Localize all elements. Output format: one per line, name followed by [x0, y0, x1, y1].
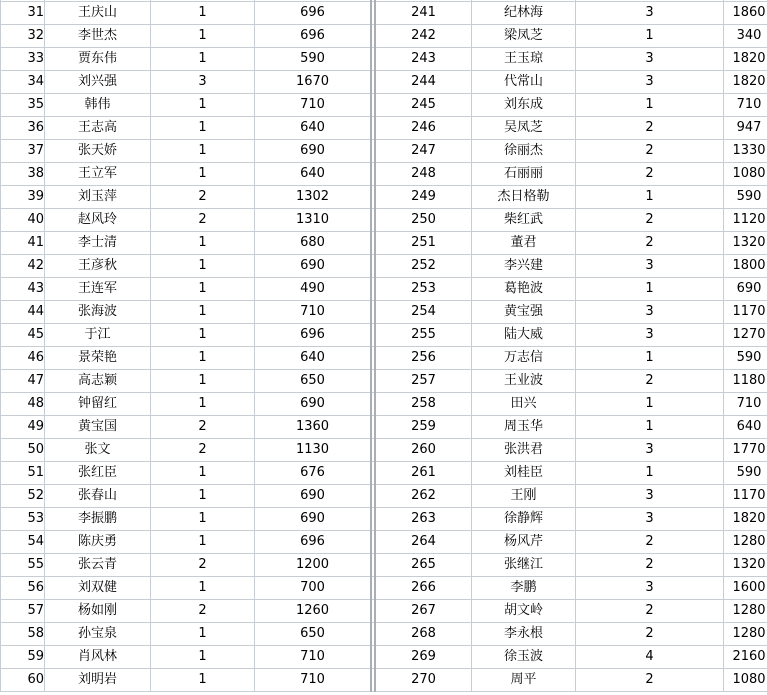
count-right[interactable]: 3 — [576, 255, 724, 278]
name-left[interactable]: 李士清 — [45, 232, 151, 255]
count-left[interactable]: 1 — [151, 301, 255, 324]
amount-left[interactable]: 640 — [255, 117, 372, 140]
count-right[interactable]: 1 — [576, 186, 724, 209]
count-right[interactable]: 2 — [576, 117, 724, 140]
amount-right[interactable]: 1330 — [724, 140, 767, 163]
amount-left[interactable]: 680 — [255, 232, 372, 255]
count-left[interactable]: 1 — [151, 25, 255, 48]
count-right[interactable]: 3 — [576, 2, 724, 25]
table-row[interactable] — [1, 25, 767, 48]
amount-right[interactable]: 590 — [724, 186, 767, 209]
row-number-right[interactable]: 254 — [375, 301, 472, 324]
amount-right[interactable]: 1180 — [724, 370, 767, 393]
table-row[interactable] — [1, 370, 767, 393]
amount-left[interactable]: 710 — [255, 646, 372, 669]
amount-left[interactable]: 490 — [255, 278, 372, 301]
name-right[interactable]: 徐静辉 — [472, 508, 576, 531]
name-right[interactable]: 石丽丽 — [472, 163, 576, 186]
amount-right[interactable]: 947 — [724, 117, 767, 140]
count-left[interactable]: 1 — [151, 347, 255, 370]
count-right[interactable]: 2 — [576, 370, 724, 393]
row-number-right[interactable]: 249 — [375, 186, 472, 209]
count-left[interactable]: 1 — [151, 393, 255, 416]
table-row[interactable] — [1, 485, 767, 508]
table-row[interactable] — [1, 278, 767, 301]
row-number-left[interactable]: 31 — [1, 2, 45, 25]
table-row[interactable] — [1, 393, 767, 416]
name-left[interactable]: 赵风玲 — [45, 209, 151, 232]
row-number-left[interactable]: 43 — [1, 278, 45, 301]
count-left[interactable]: 1 — [151, 623, 255, 646]
row-number-right[interactable]: 259 — [375, 416, 472, 439]
count-right[interactable]: 3 — [576, 324, 724, 347]
count-left[interactable]: 1 — [151, 646, 255, 669]
row-number-right[interactable]: 268 — [375, 623, 472, 646]
amount-left[interactable]: 696 — [255, 324, 372, 347]
count-left[interactable]: 1 — [151, 577, 255, 600]
name-left[interactable]: 张春山 — [45, 485, 151, 508]
row-number-left[interactable]: 55 — [1, 554, 45, 577]
row-number-right[interactable]: 247 — [375, 140, 472, 163]
row-number-right[interactable]: 243 — [375, 48, 472, 71]
name-right[interactable]: 吴凤芝 — [472, 117, 576, 140]
name-left[interactable]: 王庆山 — [45, 2, 151, 25]
amount-left[interactable]: 690 — [255, 393, 372, 416]
name-right[interactable]: 代常山 — [472, 71, 576, 94]
row-number-left[interactable]: 46 — [1, 347, 45, 370]
row-number-left[interactable]: 34 — [1, 71, 45, 94]
count-right[interactable]: 1 — [576, 94, 724, 117]
row-number-right[interactable]: 245 — [375, 94, 472, 117]
count-right[interactable]: 1 — [576, 462, 724, 485]
name-left[interactable]: 张文 — [45, 439, 151, 462]
table-row[interactable] — [1, 48, 767, 71]
table-row[interactable] — [1, 439, 767, 462]
count-right[interactable]: 3 — [576, 577, 724, 600]
amount-right[interactable]: 1320 — [724, 232, 767, 255]
row-number-right[interactable]: 266 — [375, 577, 472, 600]
table-row[interactable] — [1, 462, 767, 485]
name-right[interactable]: 胡文岭 — [472, 600, 576, 623]
name-right[interactable]: 田兴 — [472, 393, 576, 416]
name-right[interactable]: 黄宝强 — [472, 301, 576, 324]
name-left[interactable]: 黄宝国 — [45, 416, 151, 439]
row-number-right[interactable]: 253 — [375, 278, 472, 301]
name-right[interactable]: 张洪君 — [472, 439, 576, 462]
amount-right[interactable]: 1170 — [724, 485, 767, 508]
table-body — [1, 0, 767, 692]
name-right[interactable]: 张继江 — [472, 554, 576, 577]
table-row[interactable] — [1, 163, 767, 186]
count-right[interactable]: 2 — [576, 669, 724, 692]
table-row[interactable] — [1, 531, 767, 554]
amount-left[interactable]: 690 — [255, 140, 372, 163]
row-number-left[interactable]: 32 — [1, 25, 45, 48]
count-left[interactable]: 1 — [151, 485, 255, 508]
row-number-right[interactable]: 246 — [375, 117, 472, 140]
amount-right[interactable]: 1120 — [724, 209, 767, 232]
row-number-right[interactable]: 262 — [375, 485, 472, 508]
row-number-right[interactable]: 250 — [375, 209, 472, 232]
amount-right[interactable]: 1170 — [724, 301, 767, 324]
amount-right[interactable]: 340 — [724, 25, 767, 48]
row-number-left[interactable]: 38 — [1, 163, 45, 186]
row-number-right[interactable]: 252 — [375, 255, 472, 278]
count-left[interactable]: 1 — [151, 508, 255, 531]
name-left[interactable]: 高志颖 — [45, 370, 151, 393]
table-row[interactable] — [1, 301, 767, 324]
amount-right[interactable]: 2160 — [724, 646, 767, 669]
row-number-right[interactable]: 241 — [375, 2, 472, 25]
row-number-right[interactable]: 267 — [375, 600, 472, 623]
row-number-left[interactable]: 42 — [1, 255, 45, 278]
count-left[interactable]: 1 — [151, 2, 255, 25]
count-right[interactable]: 3 — [576, 48, 724, 71]
table-row[interactable] — [1, 232, 767, 255]
row-number-right[interactable]: 251 — [375, 232, 472, 255]
amount-right[interactable]: 1320 — [724, 554, 767, 577]
count-right[interactable]: 2 — [576, 531, 724, 554]
count-right[interactable]: 2 — [576, 600, 724, 623]
amount-right[interactable]: 1280 — [724, 600, 767, 623]
table-row[interactable] — [1, 347, 767, 370]
row-number-left[interactable]: 51 — [1, 462, 45, 485]
amount-right[interactable]: 590 — [724, 462, 767, 485]
count-right[interactable]: 3 — [576, 439, 724, 462]
name-left[interactable]: 于江 — [45, 324, 151, 347]
amount-right[interactable]: 1270 — [724, 324, 767, 347]
count-right[interactable]: 1 — [576, 347, 724, 370]
amount-left[interactable]: 710 — [255, 94, 372, 117]
row-number-left[interactable]: 33 — [1, 48, 45, 71]
row-number-right[interactable]: 255 — [375, 324, 472, 347]
count-left[interactable]: 1 — [151, 94, 255, 117]
amount-right[interactable]: 1800 — [724, 255, 767, 278]
name-left[interactable]: 杨如刚 — [45, 600, 151, 623]
name-left[interactable]: 李振鹏 — [45, 508, 151, 531]
name-left[interactable]: 刘双健 — [45, 577, 151, 600]
table-row[interactable] — [1, 255, 767, 278]
count-right[interactable]: 1 — [576, 25, 724, 48]
row-number-left[interactable]: 35 — [1, 94, 45, 117]
amount-left[interactable]: 1360 — [255, 416, 372, 439]
count-right[interactable]: 2 — [576, 232, 724, 255]
name-left[interactable]: 张海波 — [45, 301, 151, 324]
amount-left[interactable]: 590 — [255, 48, 372, 71]
name-right[interactable]: 徐玉波 — [472, 646, 576, 669]
row-number-left[interactable]: 58 — [1, 623, 45, 646]
amount-left[interactable]: 640 — [255, 163, 372, 186]
amount-left[interactable]: 696 — [255, 25, 372, 48]
row-number-right[interactable]: 258 — [375, 393, 472, 416]
amount-left[interactable]: 676 — [255, 462, 372, 485]
row-number-right[interactable]: 256 — [375, 347, 472, 370]
count-left[interactable]: 2 — [151, 186, 255, 209]
name-left[interactable]: 张天娇 — [45, 140, 151, 163]
amount-left[interactable]: 640 — [255, 347, 372, 370]
table-row[interactable] — [1, 2, 767, 25]
count-right[interactable]: 3 — [576, 71, 724, 94]
row-number-left[interactable]: 56 — [1, 577, 45, 600]
row-number-left[interactable]: 60 — [1, 669, 45, 692]
count-right[interactable]: 2 — [576, 140, 724, 163]
name-right[interactable]: 周玉华 — [472, 416, 576, 439]
name-left[interactable]: 钟留红 — [45, 393, 151, 416]
row-number-left[interactable]: 41 — [1, 232, 45, 255]
count-left[interactable]: 2 — [151, 439, 255, 462]
table-row[interactable] — [1, 669, 767, 692]
amount-left[interactable]: 1260 — [255, 600, 372, 623]
table-row[interactable] — [1, 646, 767, 669]
row-number-right[interactable]: 248 — [375, 163, 472, 186]
count-left[interactable]: 2 — [151, 554, 255, 577]
name-left[interactable]: 贾东伟 — [45, 48, 151, 71]
amount-left[interactable]: 1302 — [255, 186, 372, 209]
name-right[interactable]: 梁凤芝 — [472, 25, 576, 48]
row-number-left[interactable]: 47 — [1, 370, 45, 393]
count-left[interactable]: 1 — [151, 462, 255, 485]
table-row[interactable] — [1, 508, 767, 531]
amount-left[interactable]: 710 — [255, 669, 372, 692]
amount-right[interactable]: 1080 — [724, 669, 767, 692]
count-right[interactable]: 3 — [576, 508, 724, 531]
name-left[interactable]: 陈庆勇 — [45, 531, 151, 554]
count-left[interactable]: 1 — [151, 232, 255, 255]
amount-left[interactable]: 690 — [255, 508, 372, 531]
row-number-left[interactable]: 59 — [1, 646, 45, 669]
row-number-right[interactable]: 270 — [375, 669, 472, 692]
name-left[interactable]: 孙宝泉 — [45, 623, 151, 646]
row-number-right[interactable]: 263 — [375, 508, 472, 531]
amount-left[interactable]: 710 — [255, 301, 372, 324]
count-right[interactable]: 1 — [576, 416, 724, 439]
count-left[interactable]: 2 — [151, 209, 255, 232]
amount-left[interactable]: 690 — [255, 255, 372, 278]
amount-right[interactable]: 1280 — [724, 531, 767, 554]
name-right[interactable]: 徐丽杰 — [472, 140, 576, 163]
table-row[interactable] — [1, 324, 767, 347]
name-left[interactable]: 肖风林 — [45, 646, 151, 669]
name-right[interactable]: 刘桂臣 — [472, 462, 576, 485]
table-row[interactable] — [1, 623, 767, 646]
row-number-right[interactable]: 260 — [375, 439, 472, 462]
name-left[interactable]: 刘兴强 — [45, 71, 151, 94]
table-row[interactable] — [1, 186, 767, 209]
row-number-left[interactable]: 52 — [1, 485, 45, 508]
count-left[interactable]: 2 — [151, 600, 255, 623]
row-number-right[interactable]: 242 — [375, 25, 472, 48]
count-left[interactable]: 1 — [151, 531, 255, 554]
table-row[interactable] — [1, 577, 767, 600]
row-number-left[interactable]: 57 — [1, 600, 45, 623]
name-right[interactable]: 刘东成 — [472, 94, 576, 117]
name-left[interactable]: 王连军 — [45, 278, 151, 301]
amount-right[interactable]: 1600 — [724, 577, 767, 600]
table-row[interactable] — [1, 140, 767, 163]
table-row[interactable] — [1, 416, 767, 439]
count-left[interactable]: 1 — [151, 140, 255, 163]
name-left[interactable]: 刘明岩 — [45, 669, 151, 692]
row-number-right[interactable]: 244 — [375, 71, 472, 94]
amount-left[interactable]: 700 — [255, 577, 372, 600]
row-number-left[interactable]: 45 — [1, 324, 45, 347]
row-number-left[interactable]: 53 — [1, 508, 45, 531]
table-row[interactable] — [1, 117, 767, 140]
count-right[interactable]: 2 — [576, 554, 724, 577]
row-number-left[interactable]: 40 — [1, 209, 45, 232]
table-row[interactable] — [1, 71, 767, 94]
name-right[interactable]: 葛艳波 — [472, 278, 576, 301]
amount-right[interactable]: 1820 — [724, 508, 767, 531]
name-right[interactable]: 杨风芹 — [472, 531, 576, 554]
row-number-left[interactable]: 50 — [1, 439, 45, 462]
row-number-right[interactable]: 269 — [375, 646, 472, 669]
amount-right[interactable]: 710 — [724, 393, 767, 416]
name-right[interactable]: 王玉琼 — [472, 48, 576, 71]
name-left[interactable]: 景荣艳 — [45, 347, 151, 370]
row-number-right[interactable]: 264 — [375, 531, 472, 554]
amount-left[interactable]: 1670 — [255, 71, 372, 94]
name-right[interactable]: 杰日格勒 — [472, 186, 576, 209]
count-left[interactable]: 1 — [151, 255, 255, 278]
name-left[interactable]: 王立军 — [45, 163, 151, 186]
count-left[interactable]: 1 — [151, 278, 255, 301]
row-number-right[interactable]: 265 — [375, 554, 472, 577]
name-right[interactable]: 王刚 — [472, 485, 576, 508]
name-left[interactable]: 刘玉萍 — [45, 186, 151, 209]
name-right[interactable]: 柴红武 — [472, 209, 576, 232]
name-right[interactable]: 李永根 — [472, 623, 576, 646]
amount-left[interactable]: 1130 — [255, 439, 372, 462]
row-number-left[interactable]: 49 — [1, 416, 45, 439]
count-right[interactable]: 2 — [576, 163, 724, 186]
name-left[interactable]: 张云青 — [45, 554, 151, 577]
amount-left[interactable]: 650 — [255, 623, 372, 646]
count-right[interactable]: 3 — [576, 485, 724, 508]
amount-left[interactable]: 650 — [255, 370, 372, 393]
row-number-left[interactable]: 37 — [1, 140, 45, 163]
count-left[interactable]: 1 — [151, 669, 255, 692]
count-left[interactable]: 1 — [151, 324, 255, 347]
amount-right[interactable]: 1080 — [724, 163, 767, 186]
row-number-right[interactable]: 261 — [375, 462, 472, 485]
table-row[interactable] — [1, 554, 767, 577]
count-left[interactable]: 1 — [151, 48, 255, 71]
count-right[interactable]: 2 — [576, 623, 724, 646]
amount-right[interactable]: 1280 — [724, 623, 767, 646]
table-row[interactable] — [1, 94, 767, 117]
table-row[interactable] — [1, 209, 767, 232]
count-right[interactable]: 3 — [576, 301, 724, 324]
name-right[interactable]: 李鹏 — [472, 577, 576, 600]
name-right[interactable]: 万志信 — [472, 347, 576, 370]
name-right[interactable]: 纪林海 — [472, 2, 576, 25]
amount-right[interactable]: 590 — [724, 347, 767, 370]
name-right[interactable]: 周平 — [472, 669, 576, 692]
amount-right[interactable]: 640 — [724, 416, 767, 439]
row-number-left[interactable]: 44 — [1, 301, 45, 324]
count-left[interactable]: 2 — [151, 416, 255, 439]
count-left[interactable]: 1 — [151, 117, 255, 140]
amount-right[interactable]: 690 — [724, 278, 767, 301]
count-right[interactable]: 1 — [576, 393, 724, 416]
amount-left[interactable]: 1310 — [255, 209, 372, 232]
amount-left[interactable]: 690 — [255, 485, 372, 508]
amount-right[interactable]: 1860 — [724, 2, 767, 25]
name-right[interactable]: 陆大威 — [472, 324, 576, 347]
row-number-left[interactable]: 48 — [1, 393, 45, 416]
amount-left[interactable]: 696 — [255, 531, 372, 554]
name-right[interactable]: 董君 — [472, 232, 576, 255]
amount-left[interactable]: 1200 — [255, 554, 372, 577]
count-right[interactable]: 2 — [576, 209, 724, 232]
count-left[interactable]: 1 — [151, 163, 255, 186]
count-left[interactable]: 3 — [151, 71, 255, 94]
row-number-left[interactable]: 36 — [1, 117, 45, 140]
amount-right[interactable]: 710 — [724, 94, 767, 117]
name-left[interactable]: 张红臣 — [45, 462, 151, 485]
name-left[interactable]: 王彦秋 — [45, 255, 151, 278]
name-left[interactable]: 韩伟 — [45, 94, 151, 117]
count-right[interactable]: 4 — [576, 646, 724, 669]
amount-right[interactable]: 1820 — [724, 71, 767, 94]
count-right[interactable]: 1 — [576, 278, 724, 301]
count-left[interactable]: 1 — [151, 370, 255, 393]
name-right[interactable]: 王业波 — [472, 370, 576, 393]
name-left[interactable]: 李世杰 — [45, 25, 151, 48]
name-left[interactable]: 王志高 — [45, 117, 151, 140]
row-number-left[interactable]: 39 — [1, 186, 45, 209]
amount-left[interactable]: 696 — [255, 2, 372, 25]
table-row[interactable] — [1, 600, 767, 623]
amount-right[interactable]: 1820 — [724, 48, 767, 71]
amount-right[interactable]: 1770 — [724, 439, 767, 462]
row-number-left[interactable]: 54 — [1, 531, 45, 554]
name-right[interactable]: 李兴建 — [472, 255, 576, 278]
row-number-right[interactable]: 257 — [375, 370, 472, 393]
